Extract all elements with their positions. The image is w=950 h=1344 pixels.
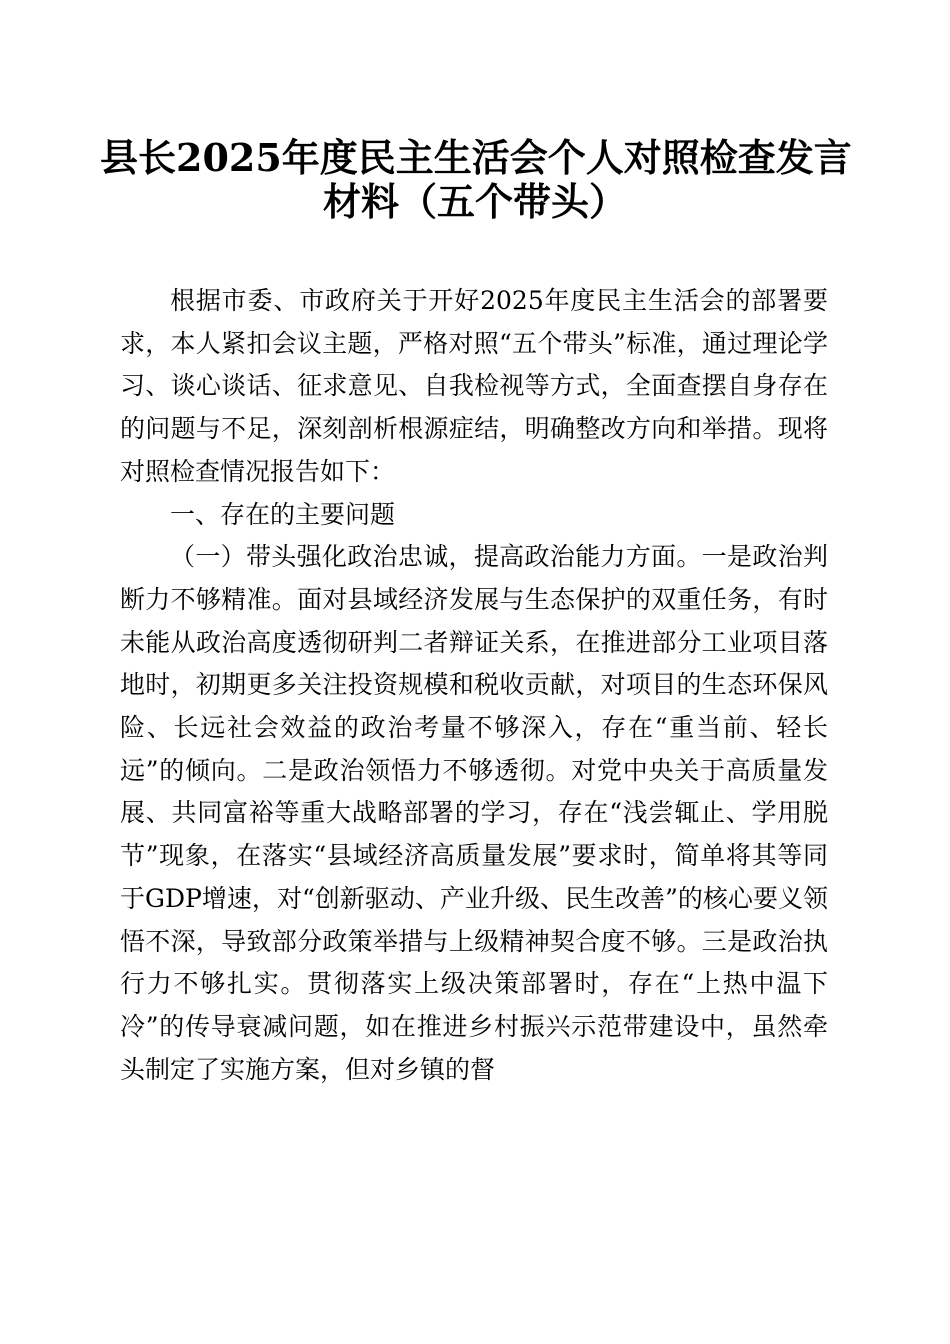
section-heading: 一、存在的主要问题 (170, 499, 396, 529)
sub-section-text: 一是政治判断力不够精准。面对县域经济发展与生态保护的双重任务，有时未能从政治高度透彻研判二者辩证关系，在推进部分工业项目落地时，初期更多关注投资规模和税收贡献，对项目的生态环保风险、长远社会效益的政治考量不够深入，存在“重当前、轻长远”的倾向。二是政治领悟力不够透彻。对党中央关于高质量发展、共同富裕等重大战略部署的学习，存在“浅尝辄止、学用脱节”现象，在落实“县域经济高质量发展”要求时，简单将其等同于GDP增速，对“创新驱动、产业升级、民生改善”的核心要义领悟不深，导致部分政策举措与上级精神契合度不够。三是政治执行力不够扎实。贯彻落实上级决策部署时，存在“上热中温下冷”的传导衰减问题，如在推进乡村振兴示范带建设中，虽然牵头制定了实施方案，但对乡镇的督 (120, 542, 828, 1084)
title-line-1: 县长2025年度民主生活会个人对照检查发言 (100, 135, 852, 180)
sub-section-title: （一）带头强化政治忠诚，提高政治能力方面。 (170, 542, 702, 572)
sub-section-paragraph (120, 536, 828, 1091)
document-title (100, 136, 850, 224)
document-body (120, 280, 828, 1091)
title-line-2: 材料（五个带头） (322, 179, 627, 224)
intro-paragraph: 根据市委、市政府关于开好2025年度民主生活会的部署要求，本人紧扣会议主题，严格对照“五个带头”标准，通过理论学习、谈心谈话、征求意见、自我检视等方式，全面查摆自身存在的问题与不足，深刻剖析根源症结，明确整改方向和举措。现将对照检查情况报告如下： (120, 286, 828, 486)
